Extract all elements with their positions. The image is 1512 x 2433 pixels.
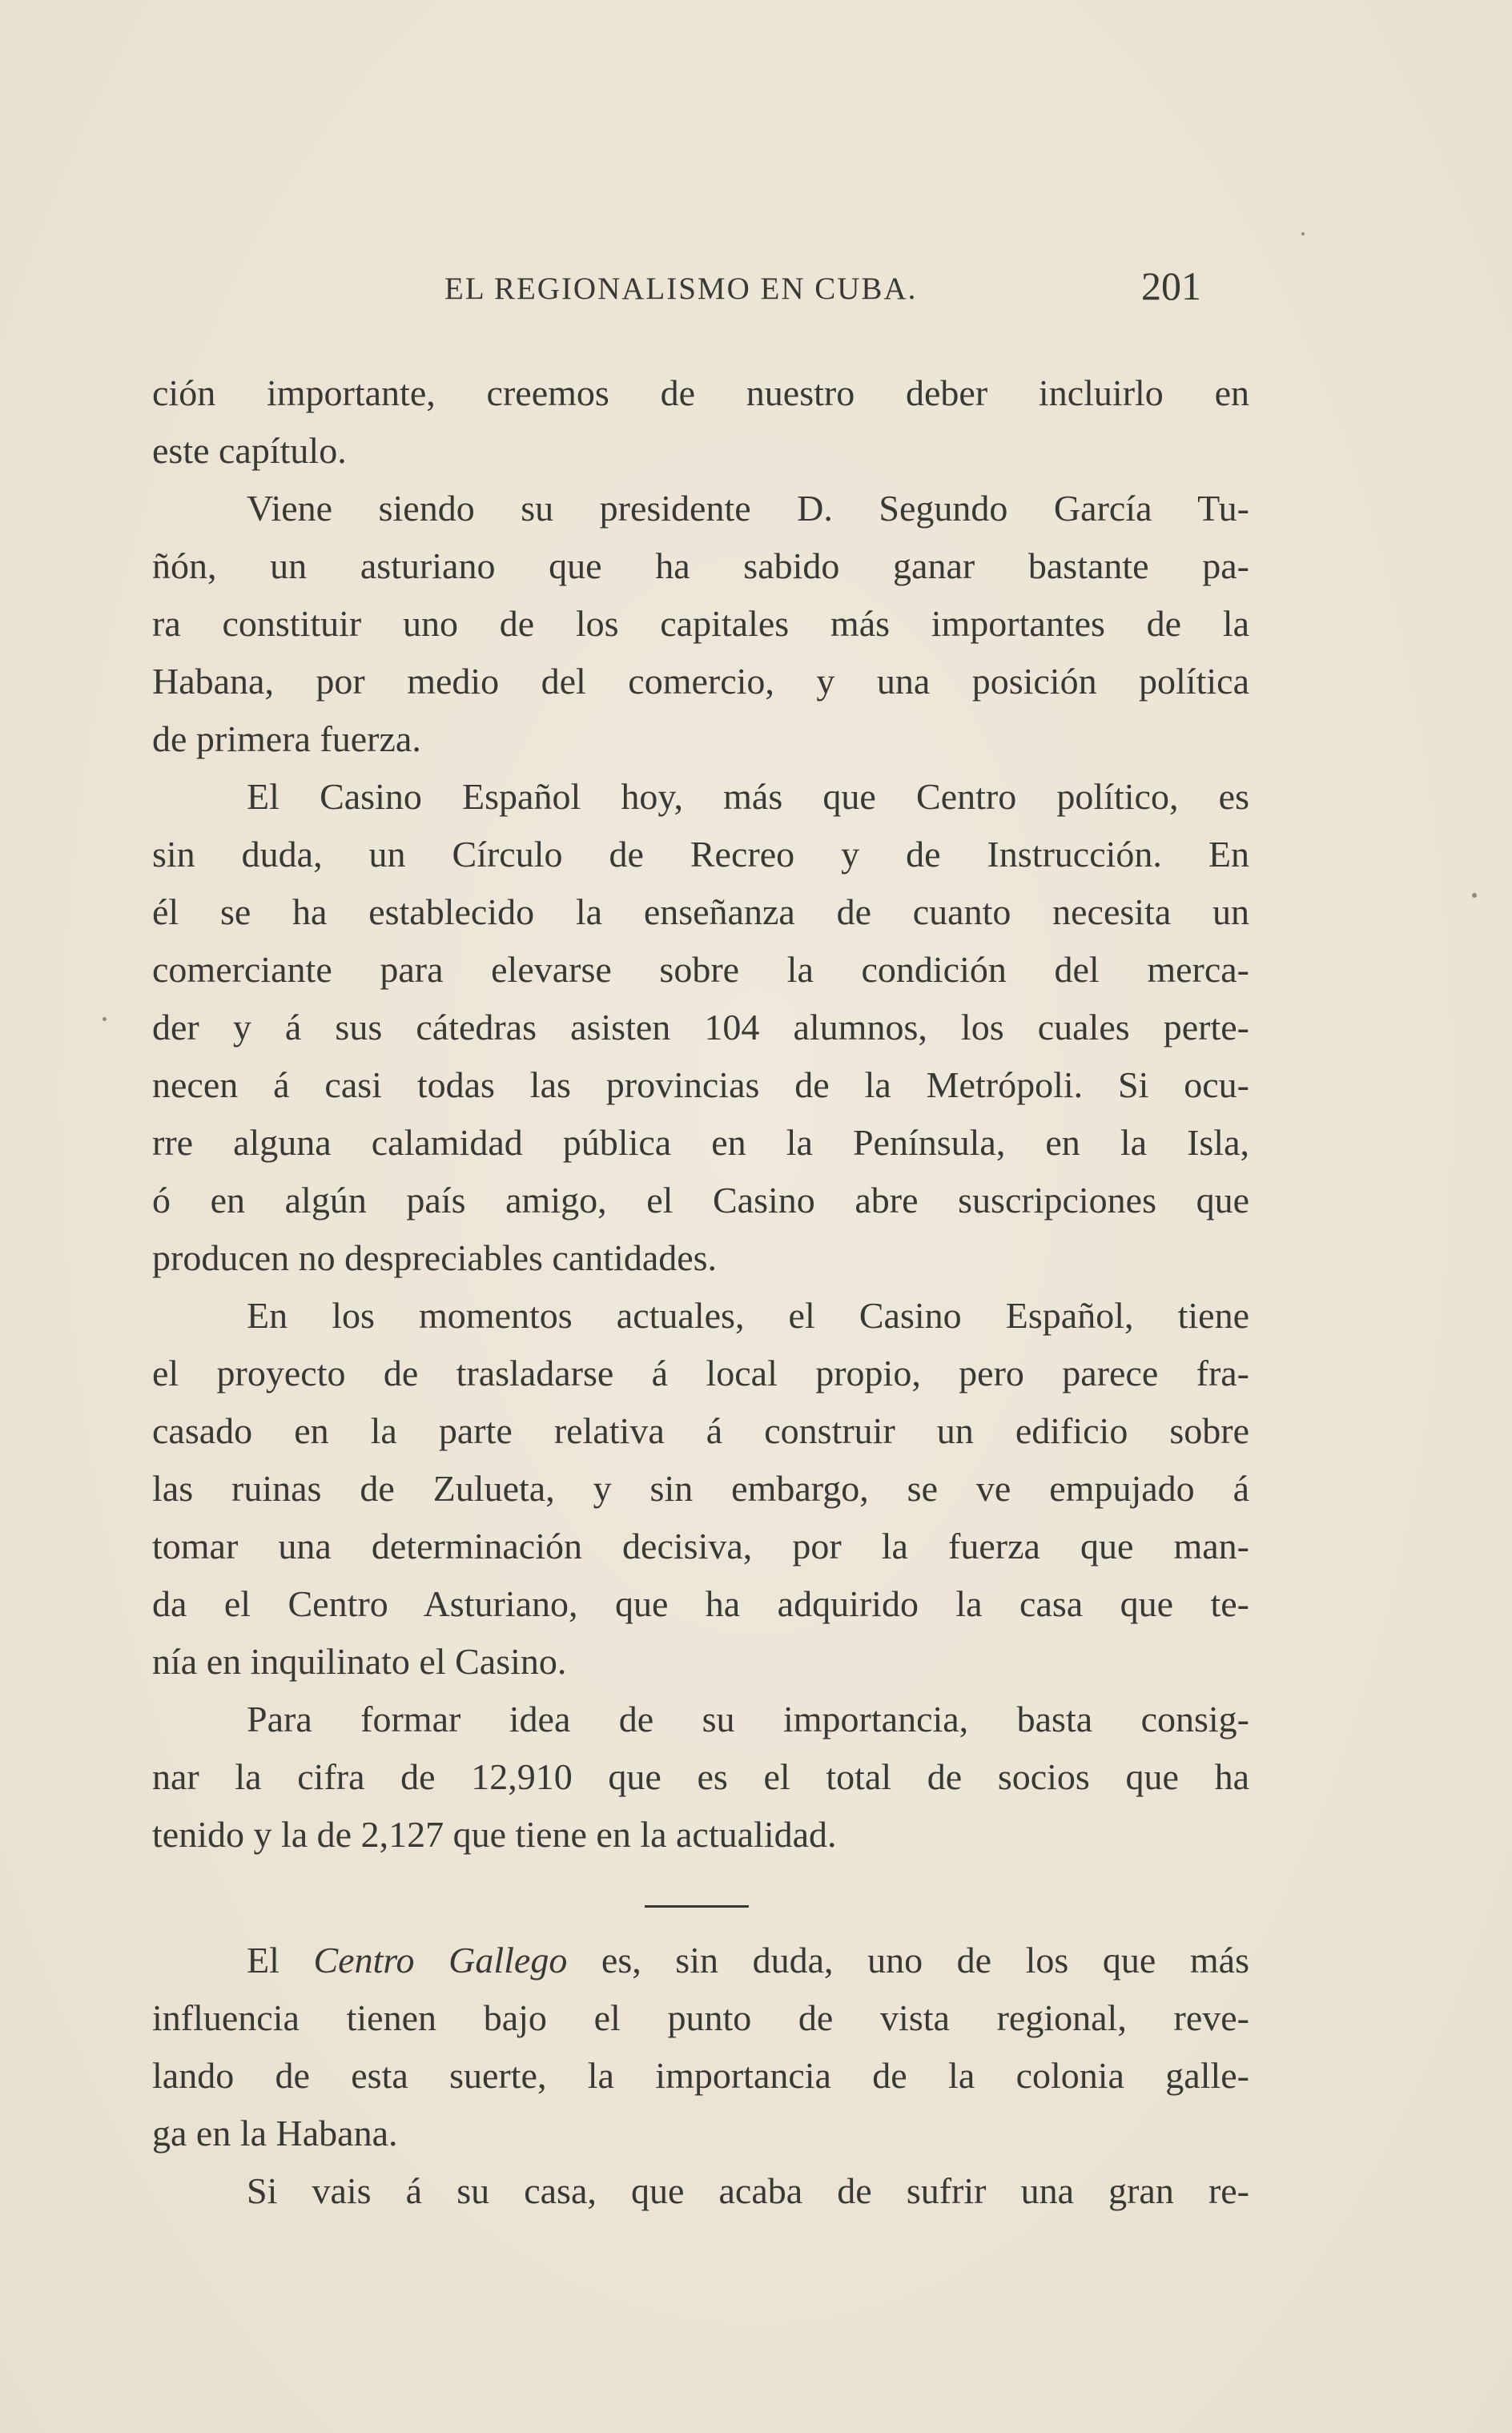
text-line: tomar una determinación decisiva, por la fuerza que man-	[152, 1526, 1249, 1566]
page-number: 201	[1141, 263, 1201, 308]
text-line: sin duda, un Círculo de Recreo y de Instrucción. En	[152, 834, 1249, 875]
text-line: nar la cifra de 12,910 que es el total de socios que ha	[152, 1756, 1249, 1797]
paper-speck	[103, 1017, 107, 1021]
text-line: de primera fuerza.	[152, 718, 421, 759]
paragraph-start-line: Para formar idea de su importancia, basta consig-	[247, 1699, 1249, 1739]
paragraph-start-line: Viene siendo su presidente D. Segundo García Tu-	[247, 488, 1249, 529]
text-line: nía en inquilinato el Casino.	[152, 1641, 567, 1682]
paragraph-start-line: En los momentos actuales, el Casino Español, tiene	[247, 1295, 1249, 1336]
text-line: él se ha establecido la enseñanza de cuanto necesita un	[152, 891, 1249, 932]
paper-speck	[1472, 893, 1477, 898]
text-line: der y á sus cátedras asisten 104 alumnos, los cuales perte-	[152, 1007, 1249, 1048]
text-line: el proyecto de trasladarse á local propio, pero parece fra-	[152, 1353, 1249, 1393]
section-gap	[152, 1864, 1249, 1905]
text-line: casado en la parte relativa á construir un edificio sobre	[152, 1410, 1249, 1451]
paragraph-start-line: Si vais á su casa, que acaba de sufrir una gran re-	[247, 2170, 1249, 2211]
text-run: es, sin duda, uno de los que más	[567, 1940, 1249, 1981]
text-line: Habana, por medio del comercio, y una posición política	[152, 661, 1249, 702]
text-line: necen á casi todas las provincias de la Metrópoli. Si ocu-	[152, 1064, 1249, 1105]
section-gap	[152, 1908, 1249, 1932]
paragraph-start-line: El Casino Español hoy, más que Centro político, es	[247, 776, 1249, 817]
text-line: comerciante para elevarse sobre la condición del merca-	[152, 949, 1249, 990]
text-line: ó en algún país amigo, el Casino abre suscripciones que	[152, 1180, 1249, 1221]
text-line: ra constituir uno de los capitales más importantes de la	[152, 603, 1249, 644]
text-line: las ruinas de Zulueta, y sin embargo, se ve empujado á	[152, 1468, 1249, 1509]
paper-speck	[1301, 232, 1305, 235]
text-line: tenido y la de 2,127 que tiene en la actualidad.	[152, 1814, 837, 1855]
text-run: El	[247, 1940, 314, 1981]
text-line: producen no despreciables cantidades.	[152, 1237, 718, 1278]
running-head-title: EL REGIONALISMO EN CUBA.	[444, 271, 918, 306]
paragraph-start-line	[152, 1932, 1249, 1989]
text-line: ción importante, creemos de nuestro deber incluirlo en	[152, 372, 1249, 413]
text-line: rre alguna calamidad pública en la Península, en la Isla,	[152, 1122, 1249, 1163]
text-line: influencia tienen bajo el punto de vista regional, reve-	[152, 1997, 1249, 2038]
text-line: este capítulo.	[152, 430, 347, 471]
running-head	[152, 264, 1201, 320]
text-line: ga en la Habana.	[152, 2113, 398, 2154]
text-line: da el Centro Asturiano, que ha adquirido la casa que te-	[152, 1583, 1249, 1624]
centro-gallego-italic: Centro Gallego	[313, 1940, 568, 1981]
page-body	[152, 364, 1249, 2220]
text-line: lando de esta suerte, la importancia de la colonia galle-	[152, 2055, 1249, 2096]
text-line: ñón, un asturiano que ha sabido ganar bastante pa-	[152, 545, 1249, 586]
